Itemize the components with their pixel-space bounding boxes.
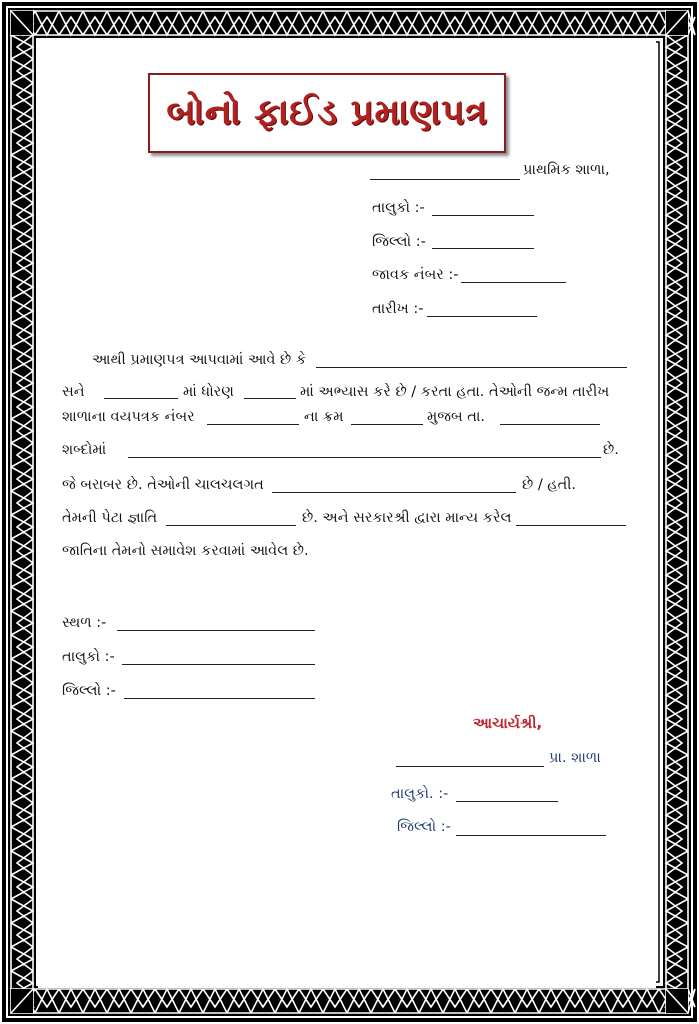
district-line [432, 248, 534, 249]
district-label: જિલ્લો :- [372, 234, 426, 250]
signature-district-line [456, 835, 606, 836]
body-line-3c: મુજબ તા. [427, 409, 485, 425]
register-number-line [207, 424, 299, 425]
standard-line [244, 398, 296, 399]
signature-taluka-line [456, 801, 558, 802]
place-label: સ્થળ :- [62, 615, 107, 631]
place-line [117, 630, 315, 631]
signature-school-line [396, 766, 544, 767]
body-line-2c: માં અભ્યાસ કરે છે / કરતા હતા. તેઓની જન્મ તારીખ [300, 384, 610, 400]
body-line-7: જાતિના તેમનો સમાવેશ કરવામાં આવેલ છે. [62, 543, 309, 559]
signature-district-label: જિલ્લો :- [397, 819, 451, 835]
date-line [427, 316, 537, 317]
body-line-1: આથી પ્રમાણપત્ર આપવામાં આવે છે કે [92, 352, 307, 368]
body-line-6a: તેમની પેટા જ્ઞાતિ [62, 510, 158, 526]
body-line-2b: માં ધોરણ [183, 384, 234, 400]
bottom-taluka-label: તાલુકો :- [62, 649, 115, 665]
signature-school-label: પ્રા. શાળા [549, 750, 601, 766]
body-line-3b: ના ક્રમ [304, 409, 344, 425]
principal-label: આચાર્યશ્રી, [473, 714, 543, 732]
taluka-label: તાલુકો :- [372, 200, 425, 216]
body-line-3a: શાળાના વયપત્રક નંબર [62, 409, 195, 425]
school-label: પ્રાથમિક શાળા, [523, 162, 610, 178]
signature-taluka-label: તાલુકો. :- [391, 786, 449, 802]
conduct-line [272, 492, 516, 493]
caste-category-line [516, 525, 626, 526]
bottom-taluka-line [122, 664, 315, 665]
bottom-district-label: જિલ્લો :- [62, 683, 116, 699]
body-line-5b: છે / હતી. [522, 477, 576, 493]
body-line-5a: જે બરાબર છે. તેઓની ચાલચલગત [62, 477, 264, 493]
body-line-4a: શબ્દોમાં [62, 442, 107, 458]
student-name-line [316, 367, 627, 368]
year-line [104, 398, 178, 399]
taluka-line [432, 215, 534, 216]
serial-line [351, 424, 423, 425]
sub-caste-line [166, 525, 296, 526]
body-line-4b: છે. [603, 442, 619, 458]
title-box [148, 73, 506, 153]
outward-number-label: જાવક નંબર :- [372, 267, 459, 283]
body-line-2a: સને [62, 384, 85, 400]
date-label: તારીખ :- [372, 301, 424, 317]
outward-number-line [461, 282, 566, 283]
birth-date-line [500, 424, 600, 425]
date-in-words-line [128, 457, 601, 458]
certificate-title: બોનો ફાઈડ પ્રમાણપત્ર [166, 92, 488, 133]
body-line-6b: છે. અને સરકારશ્રી દ્વારા માન્ય કરેલ [302, 510, 512, 526]
bottom-district-line [124, 698, 315, 699]
school-name-line [370, 179, 520, 180]
